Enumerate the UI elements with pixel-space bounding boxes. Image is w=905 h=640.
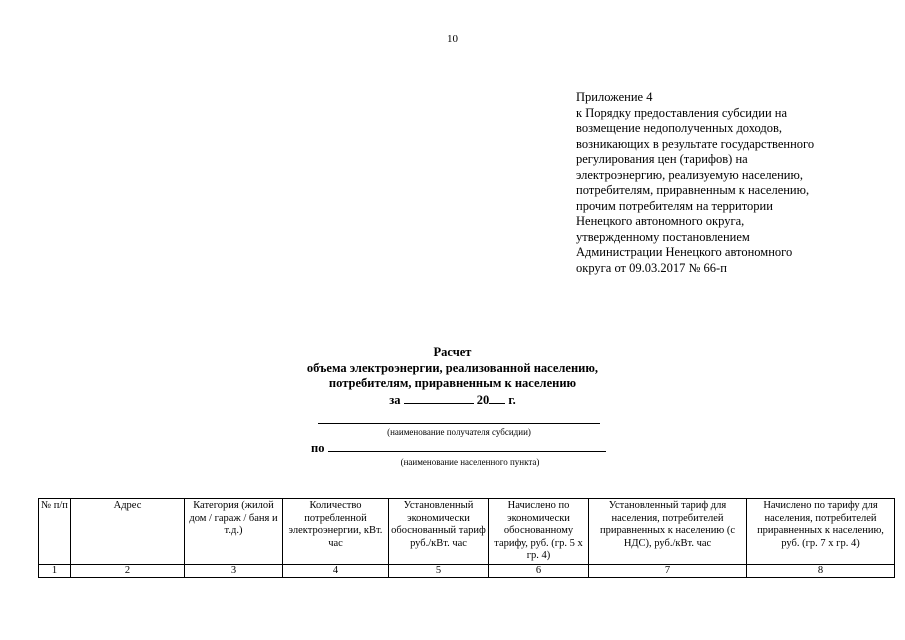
header-cell: № п/п [39,499,71,565]
appendix-line: электроэнергию, реализуемую населению, [576,167,803,182]
column-number-cell: 1 [39,564,71,577]
column-number-cell: 5 [389,564,489,577]
table-header-row [39,499,895,565]
settlement-name-line[interactable] [328,440,606,452]
period-year: 20 [476,392,490,407]
column-number-cell: 2 [71,564,185,577]
column-number-cell: 8 [747,564,895,577]
column-number-cell: 6 [489,564,589,577]
document-heading [0,345,905,408]
recipient-name-line[interactable] [318,413,600,424]
year-blank[interactable] [489,392,505,404]
period-blank[interactable] [404,392,474,404]
calculation-table [38,498,895,578]
appendix-line: регулирования цен (тарифов) на [576,152,748,166]
heading-period [0,392,905,409]
appendix-line: прочим потребителям на территории [576,198,773,213]
appendix-line: к Порядку предоставления субсидии на [576,105,788,120]
appendix-line: потребителям, приравненным к населению, [576,183,810,197]
period-suffix: г. [508,392,516,407]
heading-title: Расчет [433,345,472,359]
recipient-caption: (наименование получателя субсидии) [387,427,531,437]
appendix-line: утвержденному постановлением [576,229,750,244]
header-cell: Установленный тариф для населения, потребителей приравненных к населению (с НДС), руб./кВт. час [589,499,747,565]
heading-subtitle-1: объема электроэнергии, реализованной населению, [306,360,599,375]
heading-subtitle-2: потребителям, приравненным к населению [328,376,577,390]
appendix-line: Приложение 4 [576,90,653,104]
column-number-cell: 4 [283,564,389,577]
column-number-row [39,564,895,577]
appendix-line: округа от 09.03.2017 № 66-п [576,260,727,275]
header-cell: Количество потребленной электроэнергии, кВт. час [283,499,389,565]
appendix-line: возмещение недополученных доходов, [576,121,783,135]
settlement-row [311,440,611,456]
column-number-cell: 7 [589,564,747,577]
column-number-cell: 3 [185,564,283,577]
appendix-line: Ненецкого автономного округа, [576,214,745,228]
appendix-block [576,90,876,276]
header-cell: Категория (жилой дом / гараж / баня и т.д.) [185,499,283,565]
header-cell: Начислено по тарифу для населения, потребителей приравненных к населению, руб. (гр. 7 х гр. 4) [747,499,895,565]
header-cell: Адрес [71,499,185,565]
period-prefix: за [389,392,401,407]
header-cell: Начислено по экономически обоснованному тарифу, руб. (гр. 5 х гр. 4) [489,499,589,565]
appendix-line: возникающих в результате государственного [576,136,815,151]
header-cell: Установленный экономически обоснованный тариф руб./кВт. час [389,499,489,565]
page-number: 10 [447,33,458,45]
appendix-line: Администрации Ненецкого автономного [576,245,793,259]
settlement-prefix: по [311,441,325,455]
settlement-caption: (наименование населенного пункта) [400,457,540,467]
